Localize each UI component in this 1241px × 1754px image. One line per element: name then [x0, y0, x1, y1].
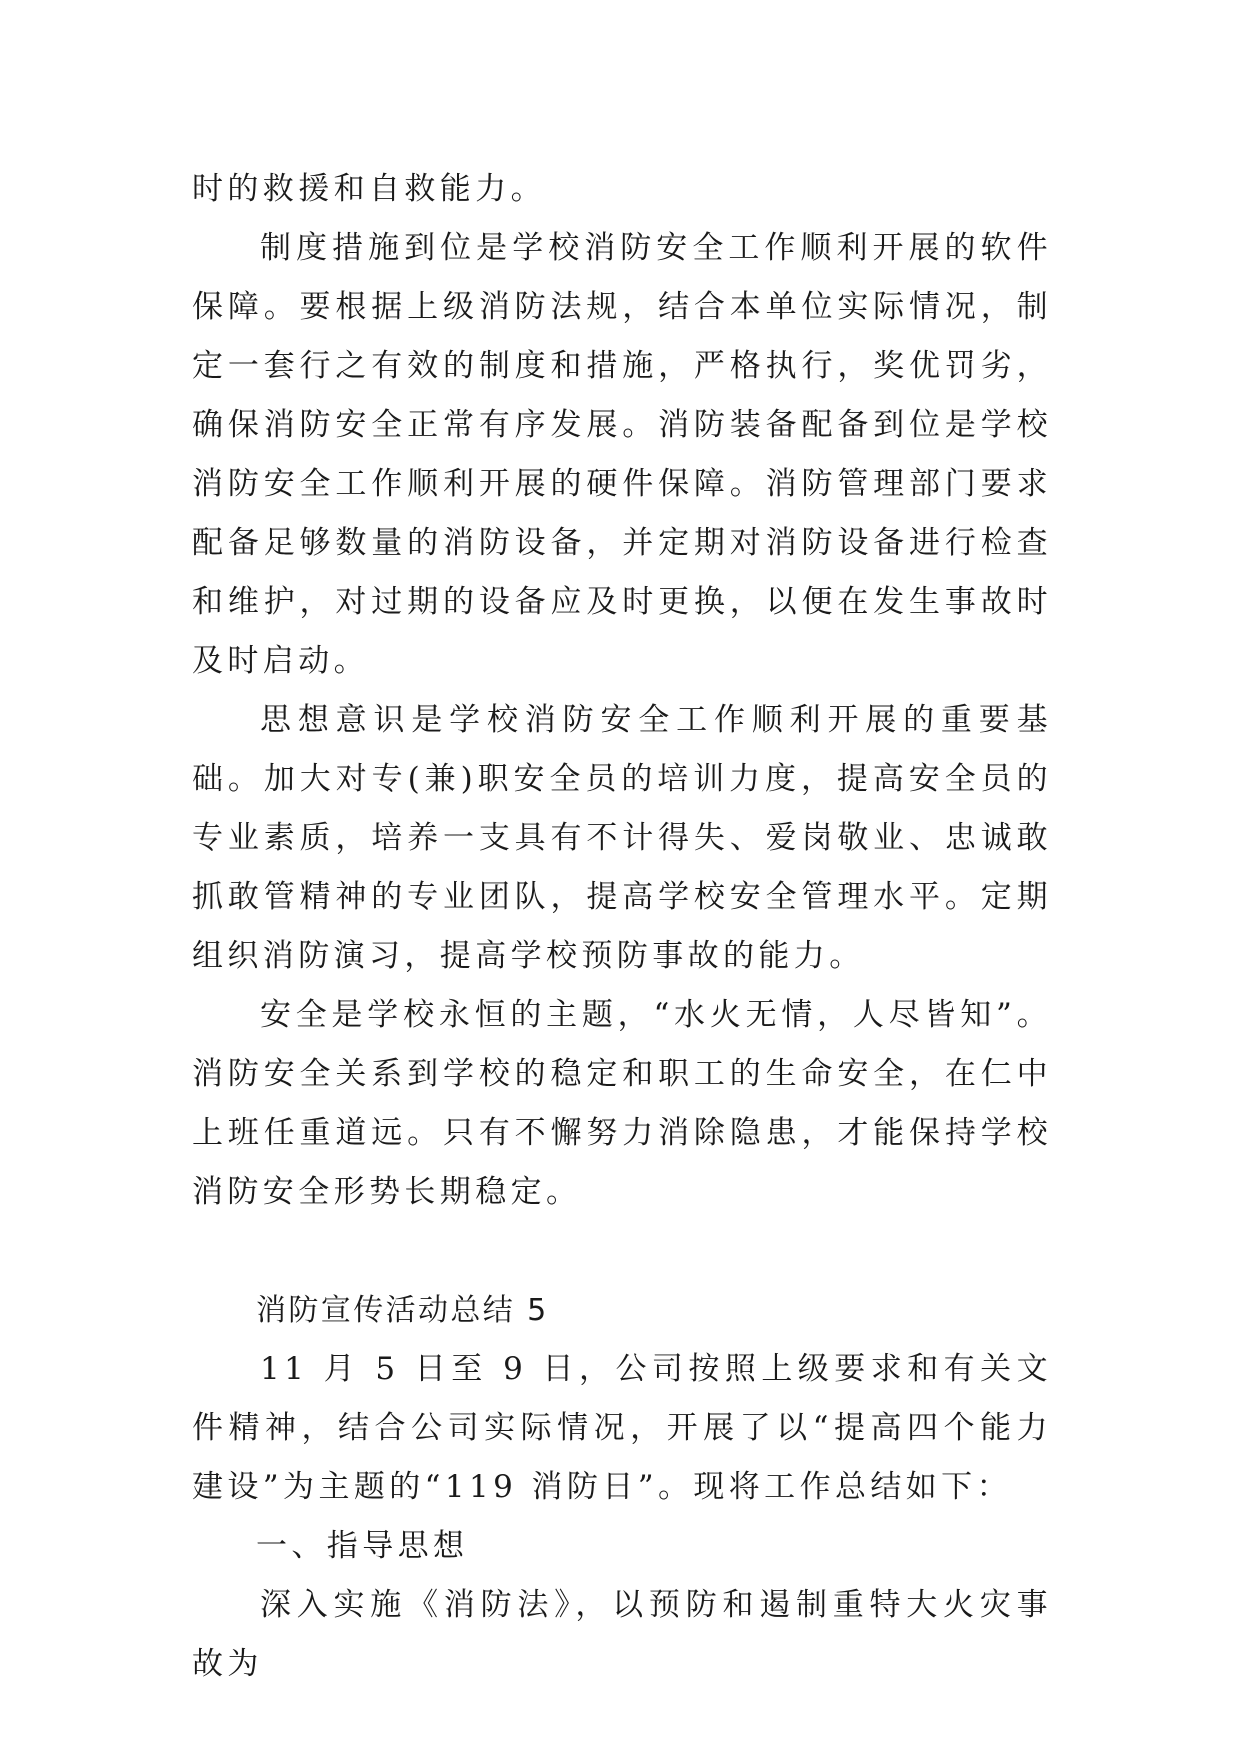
- paragraph-safety-theme: 安全是学校永恒的主题，“水火无情，人尽皆知”。消防安全关系到学校的稳定和职工的生命安全，在仁中上班任重道远。只有不懈努力消除隐患，才能保持学校消防安全形势长期稳定。: [192, 997, 1052, 1210]
- paragraph-guiding-ideology: 深入实施《消防法》，以预防和遏制重特大火灾事故为: [192, 1587, 1052, 1682]
- paragraph-awareness: 思想意识是学校消防安全工作顺利开展的重要基础。加大对专(兼)职安全员的培训力度，提高安全员的专业素质，培养一支具有不计得失、爱岗敬业、忠诚敢抓敢管精神的专业团队，提高学校安全管理水平。定期组织消防演习，提高学校预防事故的能力。: [192, 702, 1052, 974]
- paragraph-continuation: 时的救援和自救能力。: [192, 171, 546, 207]
- paragraph-intro: 11 月 5 日至 9 日，公司按照上级要求和有关文件精神，结合公司实际情况，开展了以“提高四个能力建设”为主题的“119 消防日”。现将工作总结如下：: [192, 1351, 1052, 1505]
- subheading-guiding-ideology: 一、指导思想: [256, 1528, 469, 1564]
- paragraph-system-measures: 制度措施到位是学校消防安全工作顺利开展的软件保障。要根据上级消防法规，结合本单位实际情况，制定一套行之有效的制度和措施，严格执行，奖优罚劣，确保消防安全正常有序发展。消防装备配备到位是学校消防安全工作顺利开展的硬件保障。消防管理部门要求配备足够数量的消防设备，并定期对消防设备进行检查和维护，对过期的设备应及时更换，以便在发生事故时及时启动。: [192, 230, 1052, 679]
- document-body: [192, 160, 1052, 1694]
- section-title: 消防宣传活动总结 5: [256, 1293, 549, 1328]
